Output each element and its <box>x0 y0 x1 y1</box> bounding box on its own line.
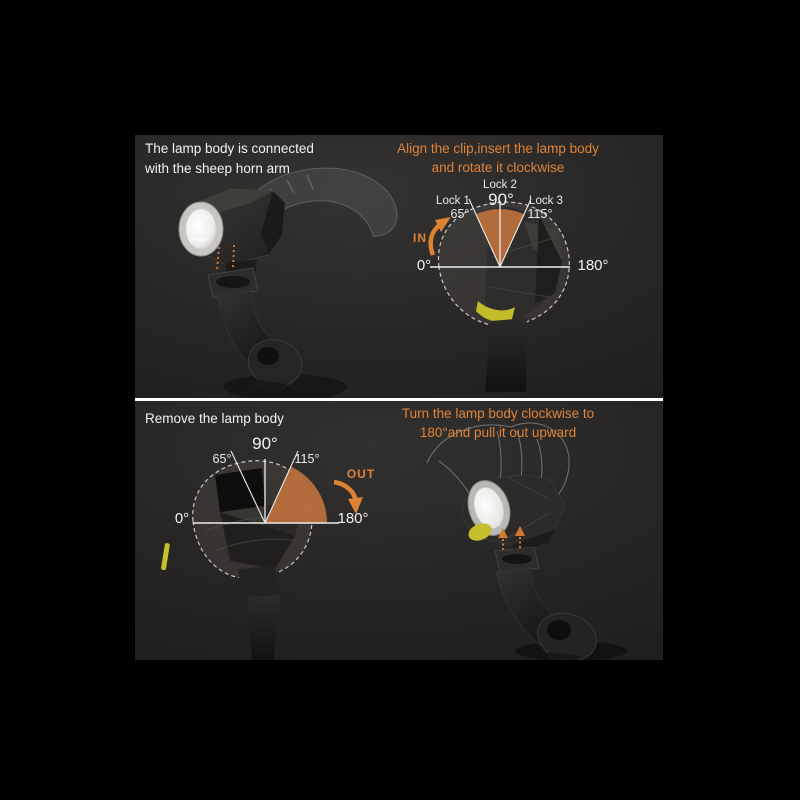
instruction-image <box>135 135 663 660</box>
caption-line: 180°and pull it out upward <box>419 425 577 440</box>
caption-line: Align the clip,insert the lamp body <box>397 141 599 156</box>
caption-line: with the sheep horn arm <box>145 161 290 176</box>
seat-post <box>485 318 527 392</box>
handlebar-clamp-hole <box>547 620 571 640</box>
caption-line: and rotate it clockwise <box>431 160 565 175</box>
arm-clip-socket <box>216 276 250 288</box>
angle-0-label: 0° <box>174 510 190 527</box>
top-left-caption <box>145 139 395 179</box>
bottom-left-caption: Remove the lamp body <box>145 411 284 426</box>
lamp-back-panel <box>215 468 265 512</box>
angle-65-label: 65° <box>450 207 470 221</box>
lock1-label: Lock 1 <box>436 195 470 207</box>
angle-90-label: 90° <box>488 190 514 209</box>
yellow-side-button <box>161 543 170 570</box>
bottom-right-caption <box>375 404 621 442</box>
top-right-caption <box>375 139 621 177</box>
out-direction-label: OUT <box>346 467 376 481</box>
arm-neck <box>238 566 281 599</box>
lock2-label: Lock 2 <box>483 179 517 191</box>
angle-115-label: 115° <box>294 452 320 466</box>
seat-post <box>247 595 280 660</box>
lock3-label: Lock 3 <box>529 195 563 207</box>
caption-line: The lamp body is connected <box>145 141 314 156</box>
angle-65-label: 65° <box>212 452 232 466</box>
angle-115-label: 115° <box>527 207 553 221</box>
angle-0-label: 0° <box>416 257 432 274</box>
in-direction-label: IN <box>413 231 427 245</box>
handlebar-clamp-hole <box>257 347 279 365</box>
angle-180-label: 180° <box>577 257 609 274</box>
angle-90-label: 90° <box>252 434 278 453</box>
caption-line: Turn the lamp body clockwise to <box>401 406 595 421</box>
angle-180-label: 180° <box>337 510 369 527</box>
arm-clip-socket <box>502 554 532 564</box>
